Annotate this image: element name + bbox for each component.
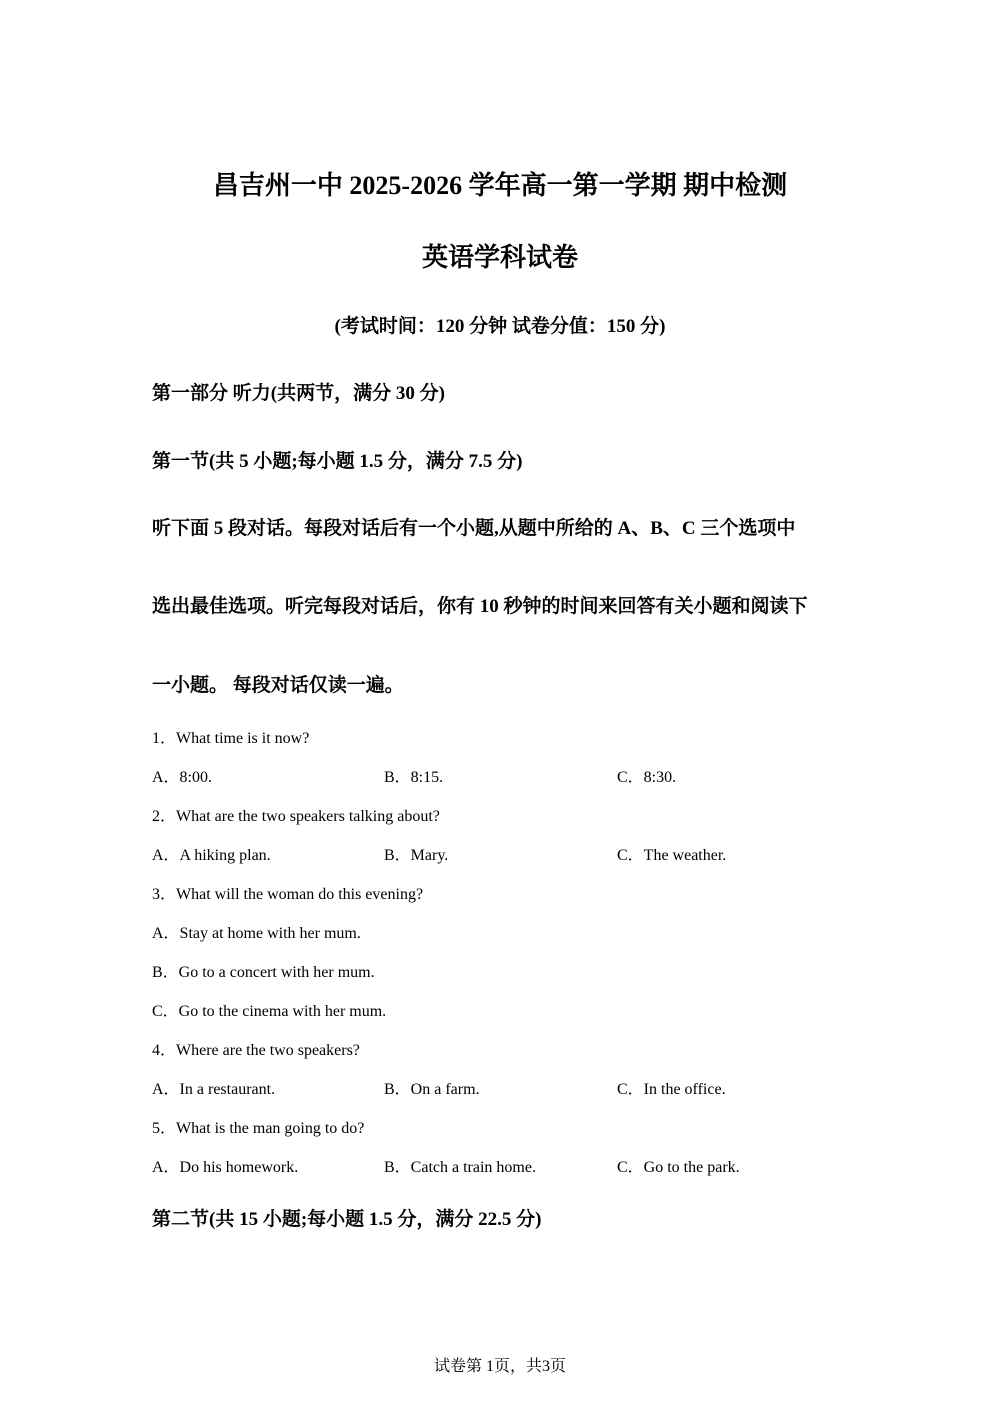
option-a: A．A hiking plan. [152,847,271,864]
option-c: C．Go to the park. [617,1159,740,1176]
option-b: B．Catch a train home. [384,1159,536,1176]
instruction-line: 一小题。 每段对话仅读一遍。 [152,675,404,696]
option-c: C．8:30. [617,769,677,786]
option-c: C．In the office. [617,1081,726,1098]
option-a: A．8:00. [152,769,213,786]
option-b: B．Mary. [384,847,449,864]
exam-info: (考试时间：120 分钟 试卷分值：150 分) [334,316,666,337]
question-stem: 4．Where are the two speakers? [152,1042,360,1059]
question-stem: 2．What are the two speakers talking about? [152,808,440,825]
option-a: A．Do his homework. [152,1159,299,1176]
question-stem: 1．What time is it now? [152,730,310,747]
option-b: B．Go to a concert with her mum. [152,964,375,981]
option-a: A．Stay at home with her mum. [152,925,361,942]
option-a: A．In a restaurant. [152,1081,276,1098]
section1-heading: 第一节(共 5 小题;每小题 1.5 分，满分 7.5 分) [152,451,523,472]
page-footer: 试卷第 1页，共3页 [433,1358,566,1375]
option-c: C．Go to the cinema with her mum. [152,1003,387,1020]
question-stem: 3．What will the woman do this evening? [152,886,424,903]
option-b: B．On a farm. [384,1081,480,1098]
part1-heading: 第一部分 听力(共两节，满分 30 分) [152,383,445,404]
exam-title: 昌吉州一中 2025-2026 学年高一第一学期 期中检测 [212,171,788,200]
section2-heading: 第二节(共 15 小题;每小题 1.5 分，满分 22.5 分) [152,1209,542,1230]
option-b: B．8:15. [384,769,444,786]
instruction-line: 听下面 5 段对话。每段对话后有一个小题,从题中所给的 A、B、C 三个选项中 [152,518,796,539]
question-stem: 5．What is the man going to do? [152,1120,365,1137]
instruction-line: 选出最佳选项。听完每段对话后，你有 10 秒钟的时间来回答有关小题和阅读下 [152,596,808,617]
subject-title: 英语学科试卷 [421,243,578,272]
option-c: C．The weather. [617,847,727,864]
